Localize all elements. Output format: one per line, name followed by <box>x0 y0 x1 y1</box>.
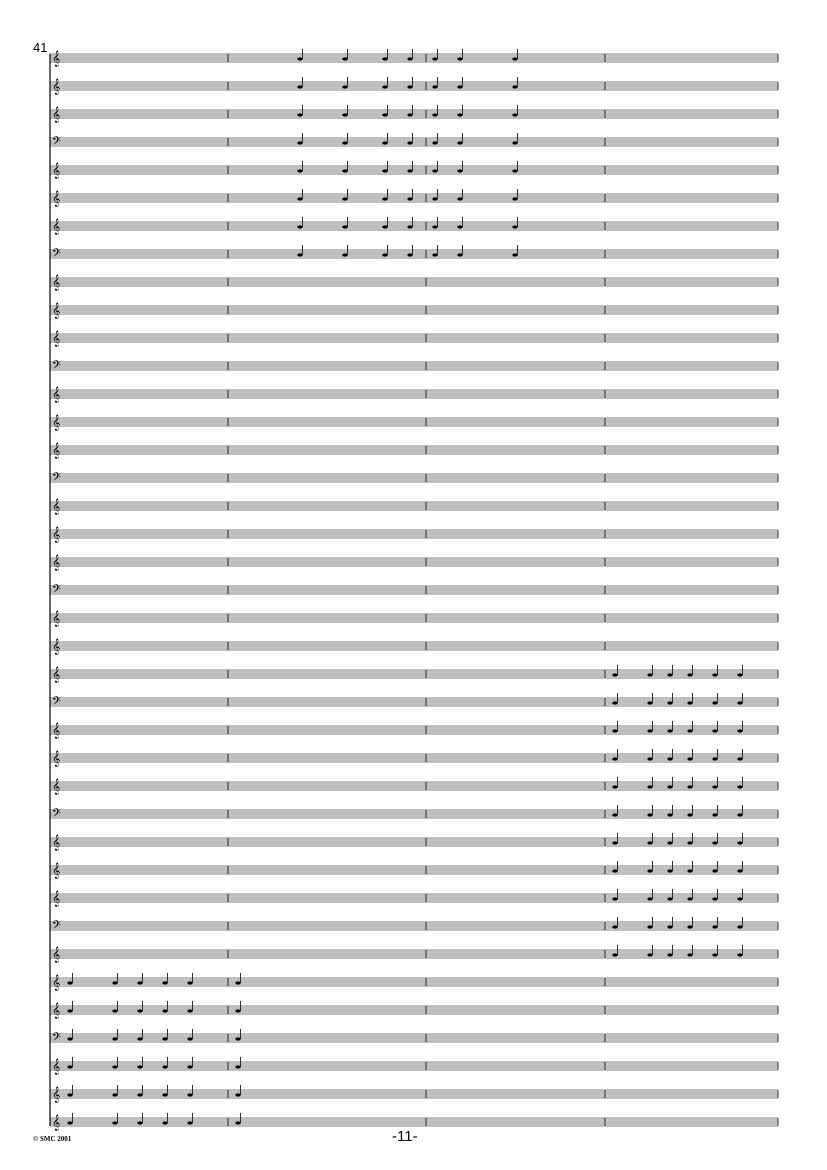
note-head <box>407 169 412 173</box>
clef-icon: 𝄢 <box>52 135 62 151</box>
note-head <box>612 869 617 873</box>
note-head <box>67 1065 72 1069</box>
note-head <box>297 253 302 257</box>
note-head <box>187 981 192 985</box>
note-head <box>137 1009 142 1013</box>
note-head <box>112 1009 117 1013</box>
note-head <box>737 841 742 845</box>
note-head <box>737 869 742 873</box>
note-head <box>612 757 617 761</box>
note-head <box>687 813 692 817</box>
note-head <box>342 253 347 257</box>
note-head <box>712 785 717 789</box>
note-head <box>162 1037 167 1041</box>
note-head <box>457 113 462 117</box>
note-head <box>457 253 462 257</box>
note-head <box>67 981 72 985</box>
note-head <box>342 197 347 201</box>
note-head <box>737 953 742 957</box>
note-head <box>235 1093 240 1097</box>
note-head <box>162 981 167 985</box>
note-head <box>162 1065 167 1069</box>
note-head <box>712 953 717 957</box>
note-head <box>687 701 692 705</box>
note-head <box>137 1065 142 1069</box>
note-head <box>382 57 387 61</box>
note-head <box>162 1093 167 1097</box>
clef-icon: 𝄞 <box>52 415 61 431</box>
measure-number: 41 <box>33 40 48 55</box>
clef-icon: 𝄞 <box>52 639 61 655</box>
note-head <box>687 925 692 929</box>
note-head <box>667 925 672 929</box>
clef-icon: 𝄞 <box>52 555 61 571</box>
note-head <box>432 57 437 61</box>
clef-icon: 𝄞 <box>52 779 61 795</box>
note-head <box>512 225 517 229</box>
staff <box>50 247 778 263</box>
note-head <box>647 673 652 677</box>
note-head <box>342 85 347 89</box>
note-head <box>342 225 347 229</box>
note-head <box>712 925 717 929</box>
note-head <box>112 1037 117 1041</box>
clef-icon: 𝄞 <box>52 1059 61 1075</box>
note-head <box>457 141 462 145</box>
note-head <box>647 813 652 817</box>
note-head <box>382 85 387 89</box>
staff <box>50 163 778 179</box>
note-head <box>407 113 412 117</box>
staff <box>50 191 778 207</box>
note-head <box>297 169 302 173</box>
note-head <box>737 785 742 789</box>
clef-icon: 𝄞 <box>52 975 61 991</box>
note-head <box>737 701 742 705</box>
note-head <box>112 1121 117 1125</box>
note-head <box>512 57 517 61</box>
clef-icon: 𝄞 <box>52 107 61 123</box>
note-head <box>137 1037 142 1041</box>
note-head <box>297 197 302 201</box>
note-head <box>712 729 717 733</box>
note-head <box>235 981 240 985</box>
staff <box>50 303 778 319</box>
note-head <box>687 785 692 789</box>
note-head <box>612 673 617 677</box>
note-head <box>297 225 302 229</box>
note-head <box>712 813 717 817</box>
note-head <box>612 897 617 901</box>
note-head <box>647 925 652 929</box>
staff <box>50 359 778 375</box>
note-head <box>687 673 692 677</box>
copyright-notice: © SMC 2001 <box>33 1135 72 1143</box>
note-head <box>667 673 672 677</box>
staff <box>50 51 778 67</box>
clef-icon: 𝄞 <box>52 79 61 95</box>
clef-icon: 𝄞 <box>52 191 61 207</box>
note-head <box>667 869 672 873</box>
note-head <box>382 253 387 257</box>
note-head <box>737 673 742 677</box>
note-head <box>407 85 412 89</box>
staff <box>50 1087 778 1103</box>
note-head <box>187 1093 192 1097</box>
clef-icon: 𝄢 <box>52 695 62 711</box>
note-head <box>187 1065 192 1069</box>
staff <box>50 583 778 599</box>
note-head <box>382 225 387 229</box>
clef-icon: 𝄞 <box>52 331 61 347</box>
note-head <box>407 141 412 145</box>
staff <box>50 975 778 991</box>
note-head <box>457 197 462 201</box>
clef-icon: 𝄞 <box>52 51 61 67</box>
staff <box>50 275 778 291</box>
clef-icon: 𝄞 <box>52 443 61 459</box>
clef-icon: 𝄞 <box>52 611 61 627</box>
note-head <box>297 85 302 89</box>
note-head <box>137 981 142 985</box>
note-head <box>187 1121 192 1125</box>
note-head <box>67 1093 72 1097</box>
staff <box>50 331 778 347</box>
clef-icon: 𝄢 <box>52 583 62 599</box>
note-head <box>612 813 617 817</box>
staff <box>50 471 778 487</box>
clef-icon: 𝄞 <box>52 163 61 179</box>
clef-icon: 𝄢 <box>52 247 62 263</box>
note-head <box>667 841 672 845</box>
note-head <box>432 197 437 201</box>
clef-icon: 𝄞 <box>52 219 61 235</box>
clef-icon: 𝄞 <box>52 1115 61 1131</box>
note-head <box>342 141 347 145</box>
clef-icon: 𝄞 <box>52 527 61 543</box>
clef-icon: 𝄞 <box>52 499 61 515</box>
note-head <box>612 925 617 929</box>
note-head <box>187 1037 192 1041</box>
note-head <box>737 757 742 761</box>
note-head <box>342 169 347 173</box>
note-head <box>235 1009 240 1013</box>
note-head <box>67 1009 72 1013</box>
note-head <box>67 1037 72 1041</box>
clef-icon: 𝄞 <box>52 387 61 403</box>
note-head <box>67 1121 72 1125</box>
note-head <box>512 113 517 117</box>
staff <box>50 499 778 515</box>
note-head <box>712 757 717 761</box>
clef-icon: 𝄞 <box>52 275 61 291</box>
note-head <box>687 897 692 901</box>
staff <box>50 443 778 459</box>
note-head <box>235 1121 240 1125</box>
note-head <box>457 225 462 229</box>
note-head <box>432 141 437 145</box>
note-head <box>235 1065 240 1069</box>
note-head <box>687 869 692 873</box>
clef-icon: 𝄞 <box>52 751 61 767</box>
note-head <box>667 757 672 761</box>
clef-icon: 𝄞 <box>52 723 61 739</box>
note-head <box>612 701 617 705</box>
note-head <box>712 841 717 845</box>
note-head <box>612 953 617 957</box>
note-head <box>137 1093 142 1097</box>
page-number: -11- <box>392 1128 418 1145</box>
note-head <box>457 57 462 61</box>
note-head <box>687 953 692 957</box>
clef-icon: 𝄞 <box>52 835 61 851</box>
staff <box>50 1003 778 1019</box>
note-head <box>737 729 742 733</box>
note-head <box>647 785 652 789</box>
note-head <box>687 729 692 733</box>
clef-icon: 𝄢 <box>52 471 62 487</box>
note-head <box>407 197 412 201</box>
note-head <box>612 841 617 845</box>
note-head <box>432 225 437 229</box>
note-head <box>647 897 652 901</box>
note-head <box>187 1009 192 1013</box>
note-head <box>737 813 742 817</box>
note-head <box>407 57 412 61</box>
note-head <box>432 169 437 173</box>
note-head <box>612 785 617 789</box>
note-head <box>712 869 717 873</box>
clef-icon: 𝄞 <box>52 1003 61 1019</box>
note-head <box>382 141 387 145</box>
note-head <box>162 1009 167 1013</box>
note-head <box>667 813 672 817</box>
note-head <box>297 141 302 145</box>
note-head <box>137 1121 142 1125</box>
note-head <box>112 1093 117 1097</box>
staff <box>50 387 778 403</box>
staff <box>50 1059 778 1075</box>
staff <box>50 135 778 151</box>
note-head <box>712 897 717 901</box>
note-head <box>647 701 652 705</box>
note-head <box>667 897 672 901</box>
note-head <box>667 729 672 733</box>
note-head <box>382 197 387 201</box>
clef-icon: 𝄢 <box>52 1031 62 1047</box>
staff <box>50 107 778 123</box>
staff <box>50 639 778 655</box>
note-head <box>297 57 302 61</box>
note-head <box>512 253 517 257</box>
note-head <box>112 981 117 985</box>
note-head <box>342 57 347 61</box>
note-head <box>512 169 517 173</box>
staff <box>50 1031 778 1047</box>
note-head <box>687 841 692 845</box>
note-head <box>407 253 412 257</box>
note-head <box>432 113 437 117</box>
note-head <box>382 113 387 117</box>
note-head <box>737 897 742 901</box>
staff <box>50 527 778 543</box>
note-head <box>432 253 437 257</box>
clef-icon: 𝄞 <box>52 667 61 683</box>
note-head <box>382 169 387 173</box>
note-head <box>457 169 462 173</box>
note-head <box>297 113 302 117</box>
note-head <box>647 757 652 761</box>
staff <box>50 555 778 571</box>
clef-icon: 𝄞 <box>52 1087 61 1103</box>
note-head <box>112 1065 117 1069</box>
staff <box>50 79 778 95</box>
clef-icon: 𝄞 <box>52 947 61 963</box>
note-head <box>235 1037 240 1041</box>
note-head <box>667 701 672 705</box>
note-head <box>647 841 652 845</box>
clef-icon: 𝄢 <box>52 359 62 375</box>
note-head <box>512 141 517 145</box>
note-head <box>687 757 692 761</box>
clef-icon: 𝄞 <box>52 303 61 319</box>
clef-icon: 𝄢 <box>52 919 62 935</box>
note-head <box>162 1121 167 1125</box>
note-head <box>407 225 412 229</box>
note-head <box>667 953 672 957</box>
clef-icon: 𝄢 <box>52 807 62 823</box>
note-head <box>647 869 652 873</box>
note-head <box>512 85 517 89</box>
note-head <box>432 85 437 89</box>
note-head <box>647 953 652 957</box>
staff <box>50 219 778 235</box>
note-head <box>512 197 517 201</box>
note-head <box>737 925 742 929</box>
clef-icon: 𝄞 <box>52 891 61 907</box>
note-head <box>647 729 652 733</box>
clef-icon: 𝄞 <box>52 863 61 879</box>
staff <box>50 611 778 627</box>
note-head <box>712 673 717 677</box>
note-head <box>712 701 717 705</box>
note-head <box>457 85 462 89</box>
note-head <box>667 785 672 789</box>
note-head <box>342 113 347 117</box>
note-head <box>612 729 617 733</box>
staff <box>50 415 778 431</box>
